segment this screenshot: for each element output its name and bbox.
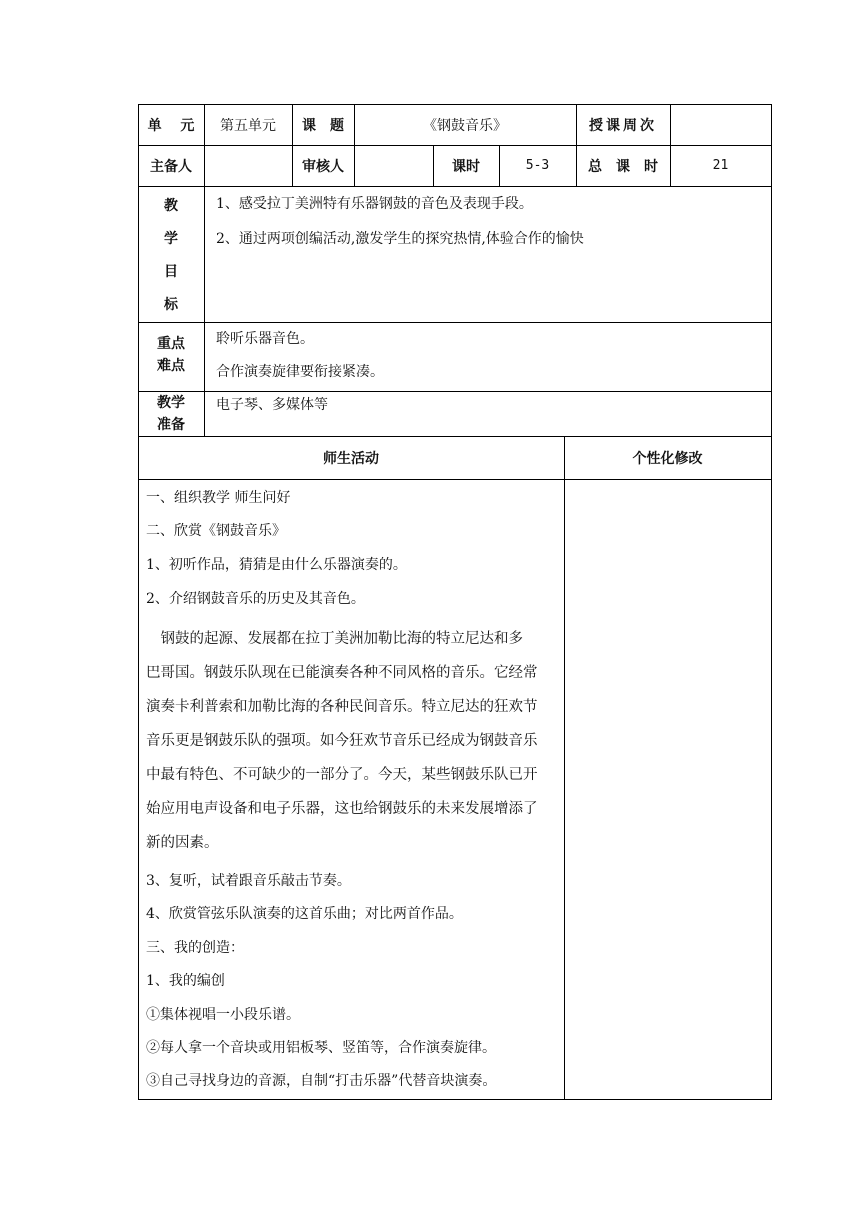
paragraph-line: 钢鼓的起源、发展都在拉丁美洲加勒比海的特立尼达和多 (146, 631, 523, 647)
total-hours-value: 21 (712, 158, 729, 173)
key-points-label (138, 333, 204, 377)
week-value (670, 104, 771, 145)
steel-drum-paragraph (146, 622, 562, 860)
preparation-label-line: 准备 (157, 417, 185, 433)
activity-line: 2、介绍钢鼓音乐的历史及其音色。 (146, 591, 365, 607)
objective-item: 2、通过两项创编活动,激发学生的探究热情,体验合作的愉快 (216, 231, 584, 247)
reviewer-label: 审核人 (302, 158, 344, 175)
activity-line: 1、初听作品，猜猜是由什么乐器演奏的。 (146, 557, 407, 573)
activity-line: 3、复听，试着跟音乐敲击节奏。 (146, 873, 351, 889)
table-line (771, 104, 772, 1100)
objectives-label-char: 标 (164, 297, 178, 313)
revision-notes-area (565, 480, 771, 1099)
week-label: 授课周次 (589, 117, 657, 134)
table-line (138, 186, 772, 187)
unit-label: 单 元 (147, 117, 195, 134)
activity-line: ①集体视唱一小段乐谱。 (146, 1007, 300, 1023)
unit-value: 第五单元 (220, 117, 276, 134)
topic-label: 课 题 (302, 117, 344, 134)
preparation-label (138, 392, 204, 436)
preparer-value (204, 145, 292, 186)
activity-line: 1、我的编创 (146, 973, 225, 989)
activity-column-title: 师生活动 (323, 450, 379, 467)
lesson-plan-table (138, 104, 772, 1100)
key-points-label-line: 重点 (157, 336, 185, 352)
key-point-item: 聆听乐器音色。 (216, 331, 314, 347)
reviewer-value (354, 145, 433, 186)
activity-line: 二、欣赏《钢鼓音乐》 (146, 523, 286, 539)
activity-line: ②每人拿一个音块或用铝板琴、竖笛等，合作演奏旋律。 (146, 1040, 496, 1056)
objectives-label-char: 教 (164, 198, 178, 214)
activity-line: 4、欣赏管弦乐队演奏的这首乐曲；对比两首作品。 (146, 906, 463, 922)
activity-line: 一、组织教学 师生问好 (146, 490, 291, 506)
preparer-label: 主备人 (150, 158, 192, 175)
period-value: 5-3 (525, 158, 550, 173)
key-point-item: 合作演奏旋律要衔接紧凑。 (216, 364, 384, 380)
objectives-label (138, 190, 204, 322)
objectives-label-char: 学 (164, 231, 178, 247)
paragraph-line: 中最有特色、不可缺少的一部分了。今天，某些钢鼓乐队已开 (146, 767, 538, 783)
total-hours-label: 总 课 时 (588, 158, 658, 175)
preparation-label-line: 教学 (157, 395, 185, 411)
activity-line: ③自己寻找身边的音源，自制“打击乐器”代替音块演奏。 (146, 1073, 497, 1089)
preparation-text: 电子琴、多媒体等 (216, 397, 328, 413)
objectives-label-char: 目 (164, 264, 178, 280)
key-points-label-line: 难点 (157, 358, 185, 374)
objective-item: 1、感受拉丁美洲特有乐器钢鼓的音色及表现手段。 (216, 196, 533, 212)
paragraph-line: 演奏卡利普索和加勒比海的各种民间音乐。特立尼达的狂欢节 (146, 699, 538, 715)
table-line (138, 322, 772, 323)
revision-column-title: 个性化修改 (632, 450, 703, 467)
table-line (138, 1099, 772, 1100)
paragraph-line: 新的因素。 (146, 835, 219, 851)
period-label: 课时 (452, 158, 480, 175)
table-line (138, 391, 772, 392)
paragraph-line: 音乐更是钢鼓乐队的强项。如今狂欢节音乐已经成为钢鼓音乐 (146, 733, 538, 749)
paragraph-line: 始应用电声设备和电子乐器，这也给钢鼓乐的未来发展增添了 (146, 801, 538, 817)
topic-value: 《钢鼓音乐》 (423, 117, 507, 134)
activity-line: 三、我的创造： (146, 940, 244, 956)
paragraph-line: 巴哥国。钢鼓乐队现在已能演奏各种不同风格的音乐。它经常 (146, 665, 538, 681)
